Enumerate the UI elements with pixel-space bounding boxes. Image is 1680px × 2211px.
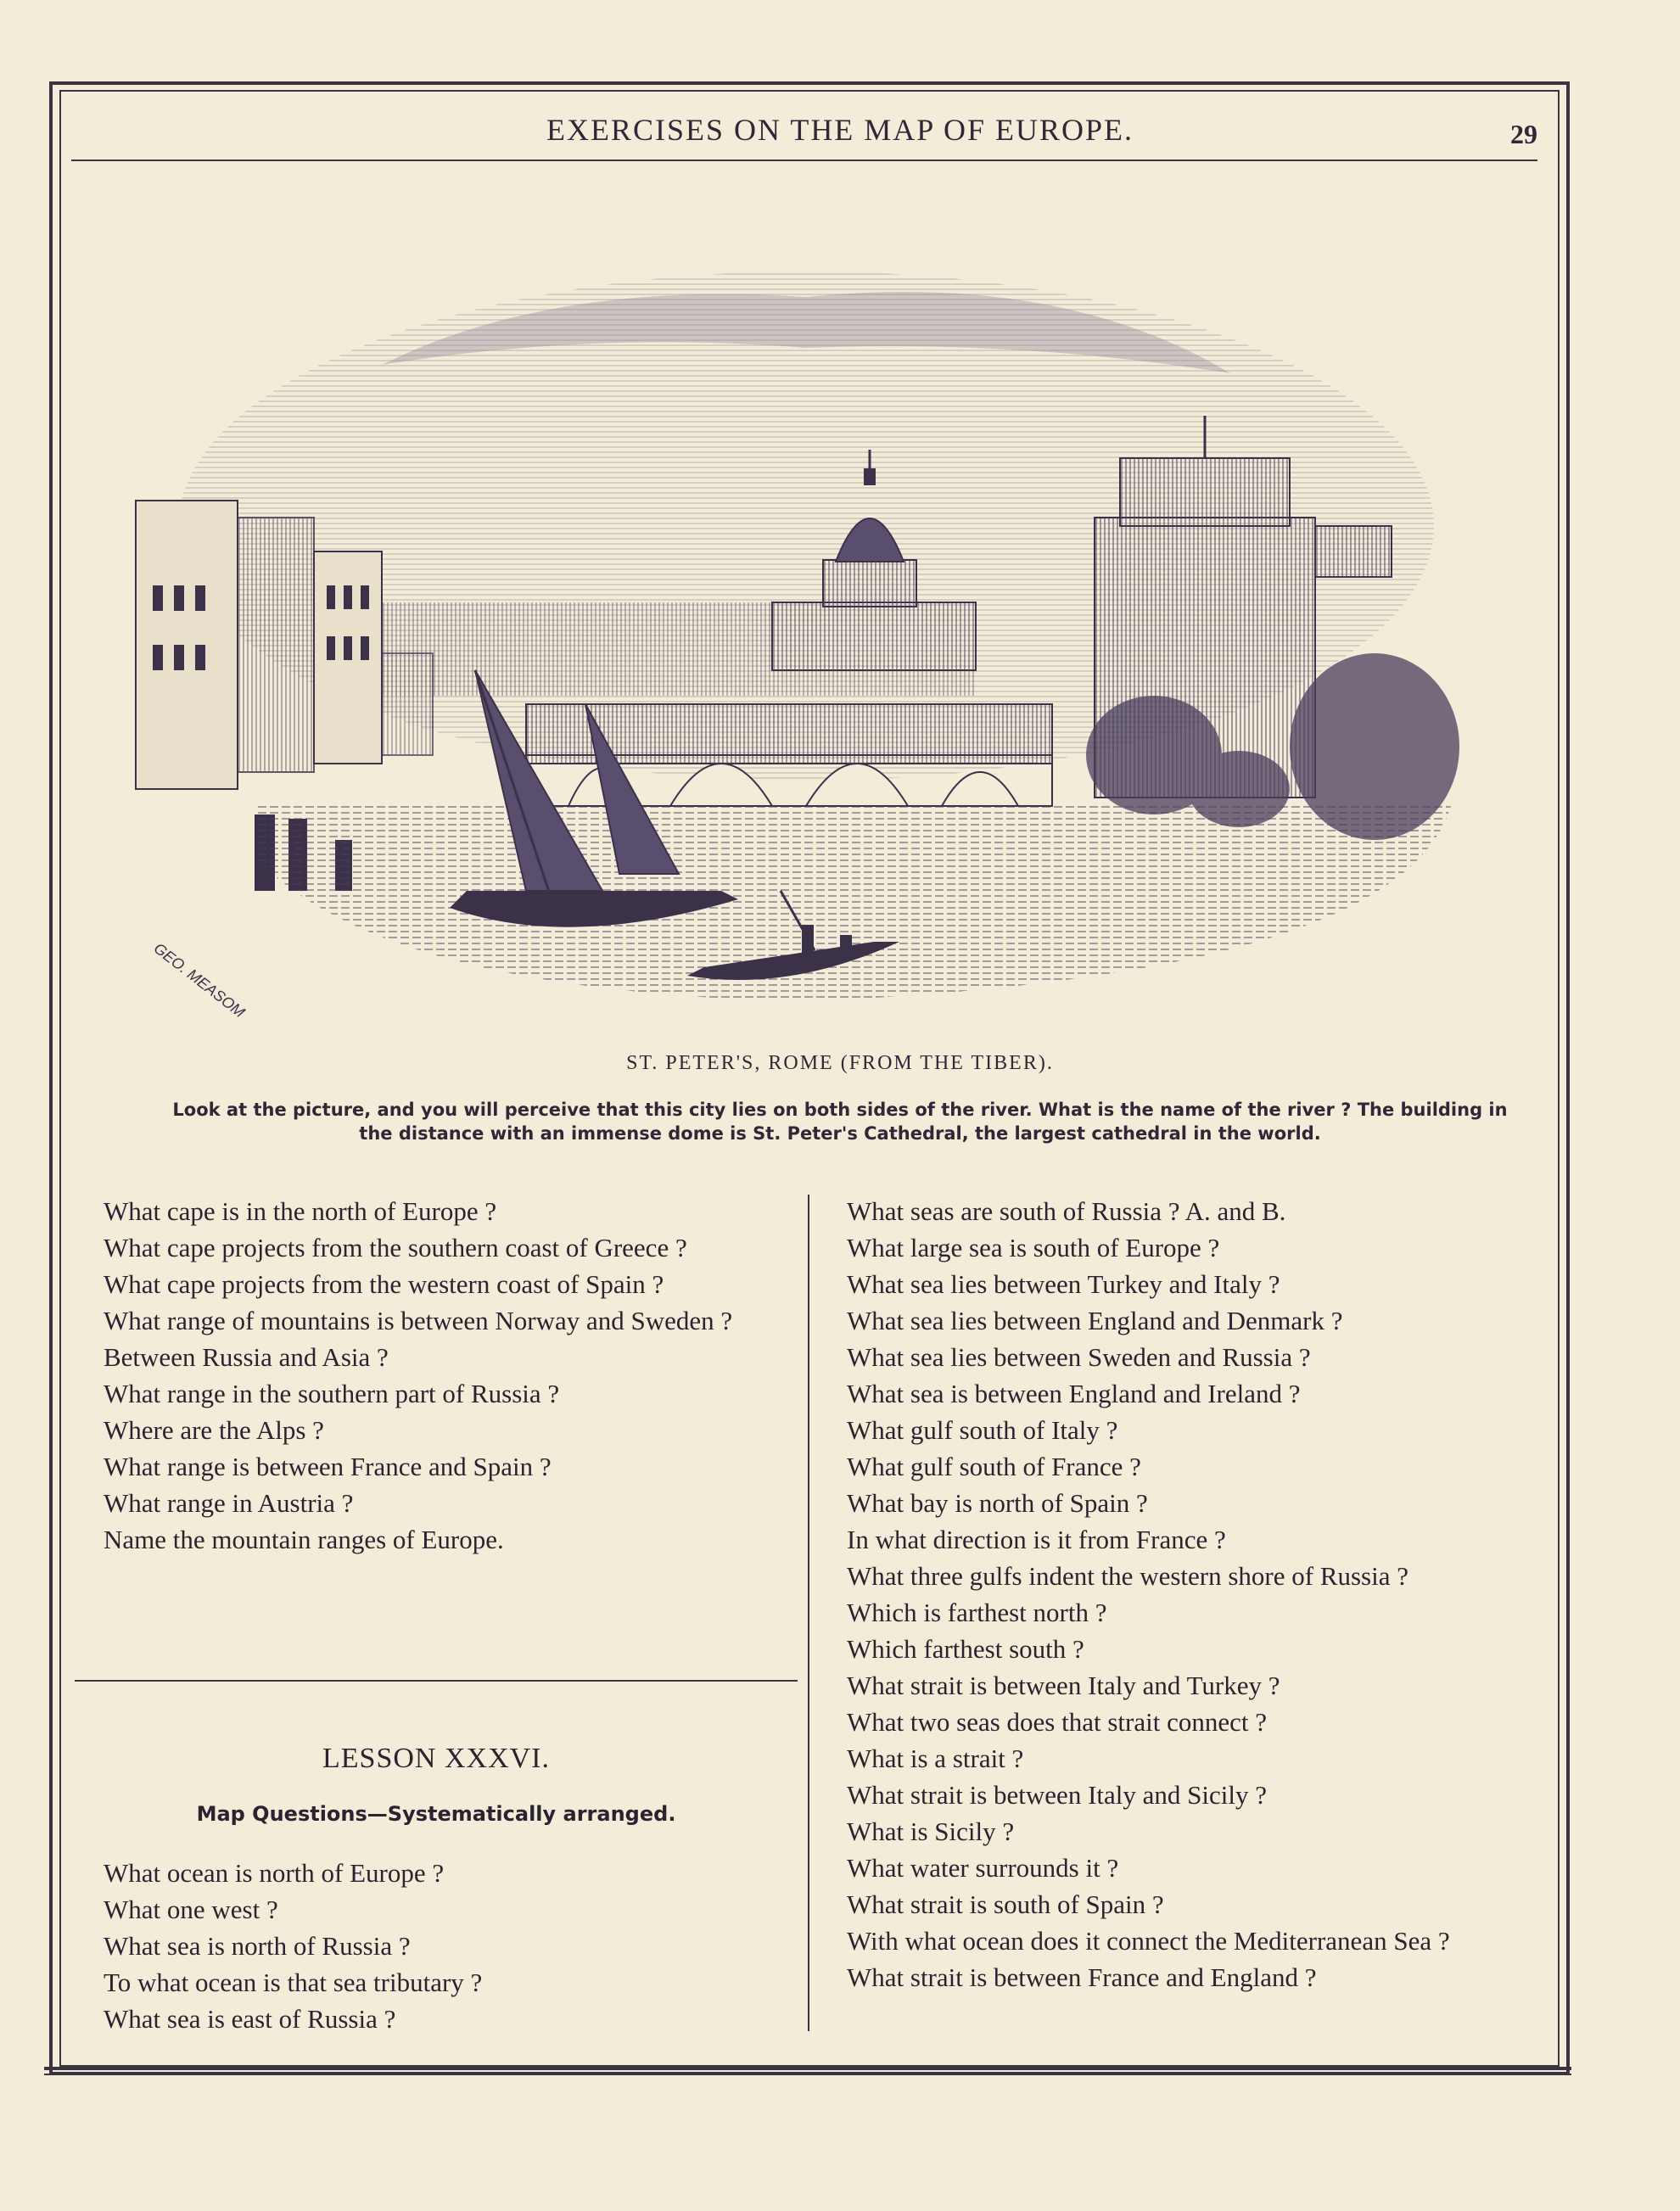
question: What range of mountains is between Norway and Sweden ? [104, 1306, 733, 1335]
question: Name the mountain ranges of Europe. [104, 1525, 504, 1554]
question: What gulf south of Italy ? [847, 1415, 1118, 1445]
question: What cape projects from the southern coast of Greece ? [104, 1233, 687, 1262]
question: What sea lies between Turkey and Italy ? [847, 1269, 1280, 1299]
description-line-1: Look at the picture, and you will perceive that this city lies on both sides of the river. What is the name of the river ? The building in [172, 1100, 1508, 1120]
question: In what direction is it from France ? [847, 1525, 1226, 1554]
bottom-rule [44, 2067, 1571, 2070]
question: What bay is north of Spain ? [847, 1488, 1148, 1518]
left-column [75, 1193, 804, 1558]
question: Which is farthest north ? [847, 1598, 1107, 1627]
question: What water surrounds it ? [847, 1853, 1119, 1883]
question: What is a strait ? [847, 1744, 1024, 1773]
question: What strait is south of Spain ? [847, 1889, 1164, 1919]
question: What sea lies between England and Denmark ? [847, 1306, 1343, 1335]
engraver-signature: GEO. MEASOM [150, 939, 249, 1022]
question: What three gulfs indent the western shore of Russia ? [847, 1561, 1409, 1591]
question: What large sea is south of Europe ? [847, 1233, 1220, 1262]
header-rule [71, 160, 1537, 161]
right-column [818, 1193, 1548, 1995]
question: What two seas does that strait connect ? [847, 1707, 1267, 1737]
question: With what ocean does it connect the Mediterranean Sea ? [847, 1926, 1450, 1956]
question: What range in Austria ? [104, 1488, 354, 1518]
question: What range in the southern part of Russia ? [104, 1379, 560, 1408]
question: What is Sicily ? [847, 1816, 1015, 1846]
page-number: 29 [1510, 119, 1537, 149]
section-separator [75, 1680, 798, 1682]
question: What one west ? [104, 1895, 278, 1924]
question: Where are the Alps ? [104, 1415, 324, 1445]
question: What cape projects from the western coast of Spain ? [104, 1269, 664, 1299]
question: What cape is in the north of Europe ? [104, 1196, 497, 1226]
tiber-river [255, 806, 1451, 1001]
lesson-subtitle: Map Questions—Systematically arranged. [196, 1802, 676, 1826]
lesson-questions [75, 1855, 798, 2037]
question: What sea is east of Russia ? [104, 2004, 396, 2034]
description-line-2: the distance with an immense dome is St. Peter's Cathedral, the largest cathedral in the world. [359, 1123, 1321, 1144]
question: Which farthest south ? [847, 1634, 1084, 1664]
question: What ocean is north of Europe ? [104, 1858, 445, 1888]
question: What strait is between France and England ? [847, 1962, 1317, 1992]
lesson-title: LESSON XXXVI. [322, 1743, 550, 1774]
question: What strait is between Italy and Turkey ? [847, 1671, 1280, 1700]
engraving-st-peters-rome [127, 246, 1485, 1035]
question: What sea lies between Sweden and Russia ? [847, 1342, 1311, 1372]
illustration-caption: ST. PETER'S, ROME (FROM THE TIBER). [626, 1052, 1054, 1074]
question: What range is between France and Spain ? [104, 1452, 552, 1481]
column-divider [808, 1195, 809, 2031]
running-title: EXERCISES ON THE MAP OF EUROPE. [546, 113, 1134, 147]
illustration-description [93, 1098, 1587, 1145]
question: What seas are south of Russia ? A. and B. [847, 1196, 1286, 1226]
question: Between Russia and Asia ? [104, 1342, 389, 1372]
question: To what ocean is that sea tributary ? [104, 1968, 483, 1997]
bottom-rule-thin [44, 2074, 1571, 2075]
question: What strait is between Italy and Sicily ? [847, 1780, 1267, 1810]
question: What sea is north of Russia ? [104, 1931, 411, 1961]
question: What sea is between England and Ireland ? [847, 1379, 1301, 1408]
question: What gulf south of France ? [847, 1452, 1141, 1481]
